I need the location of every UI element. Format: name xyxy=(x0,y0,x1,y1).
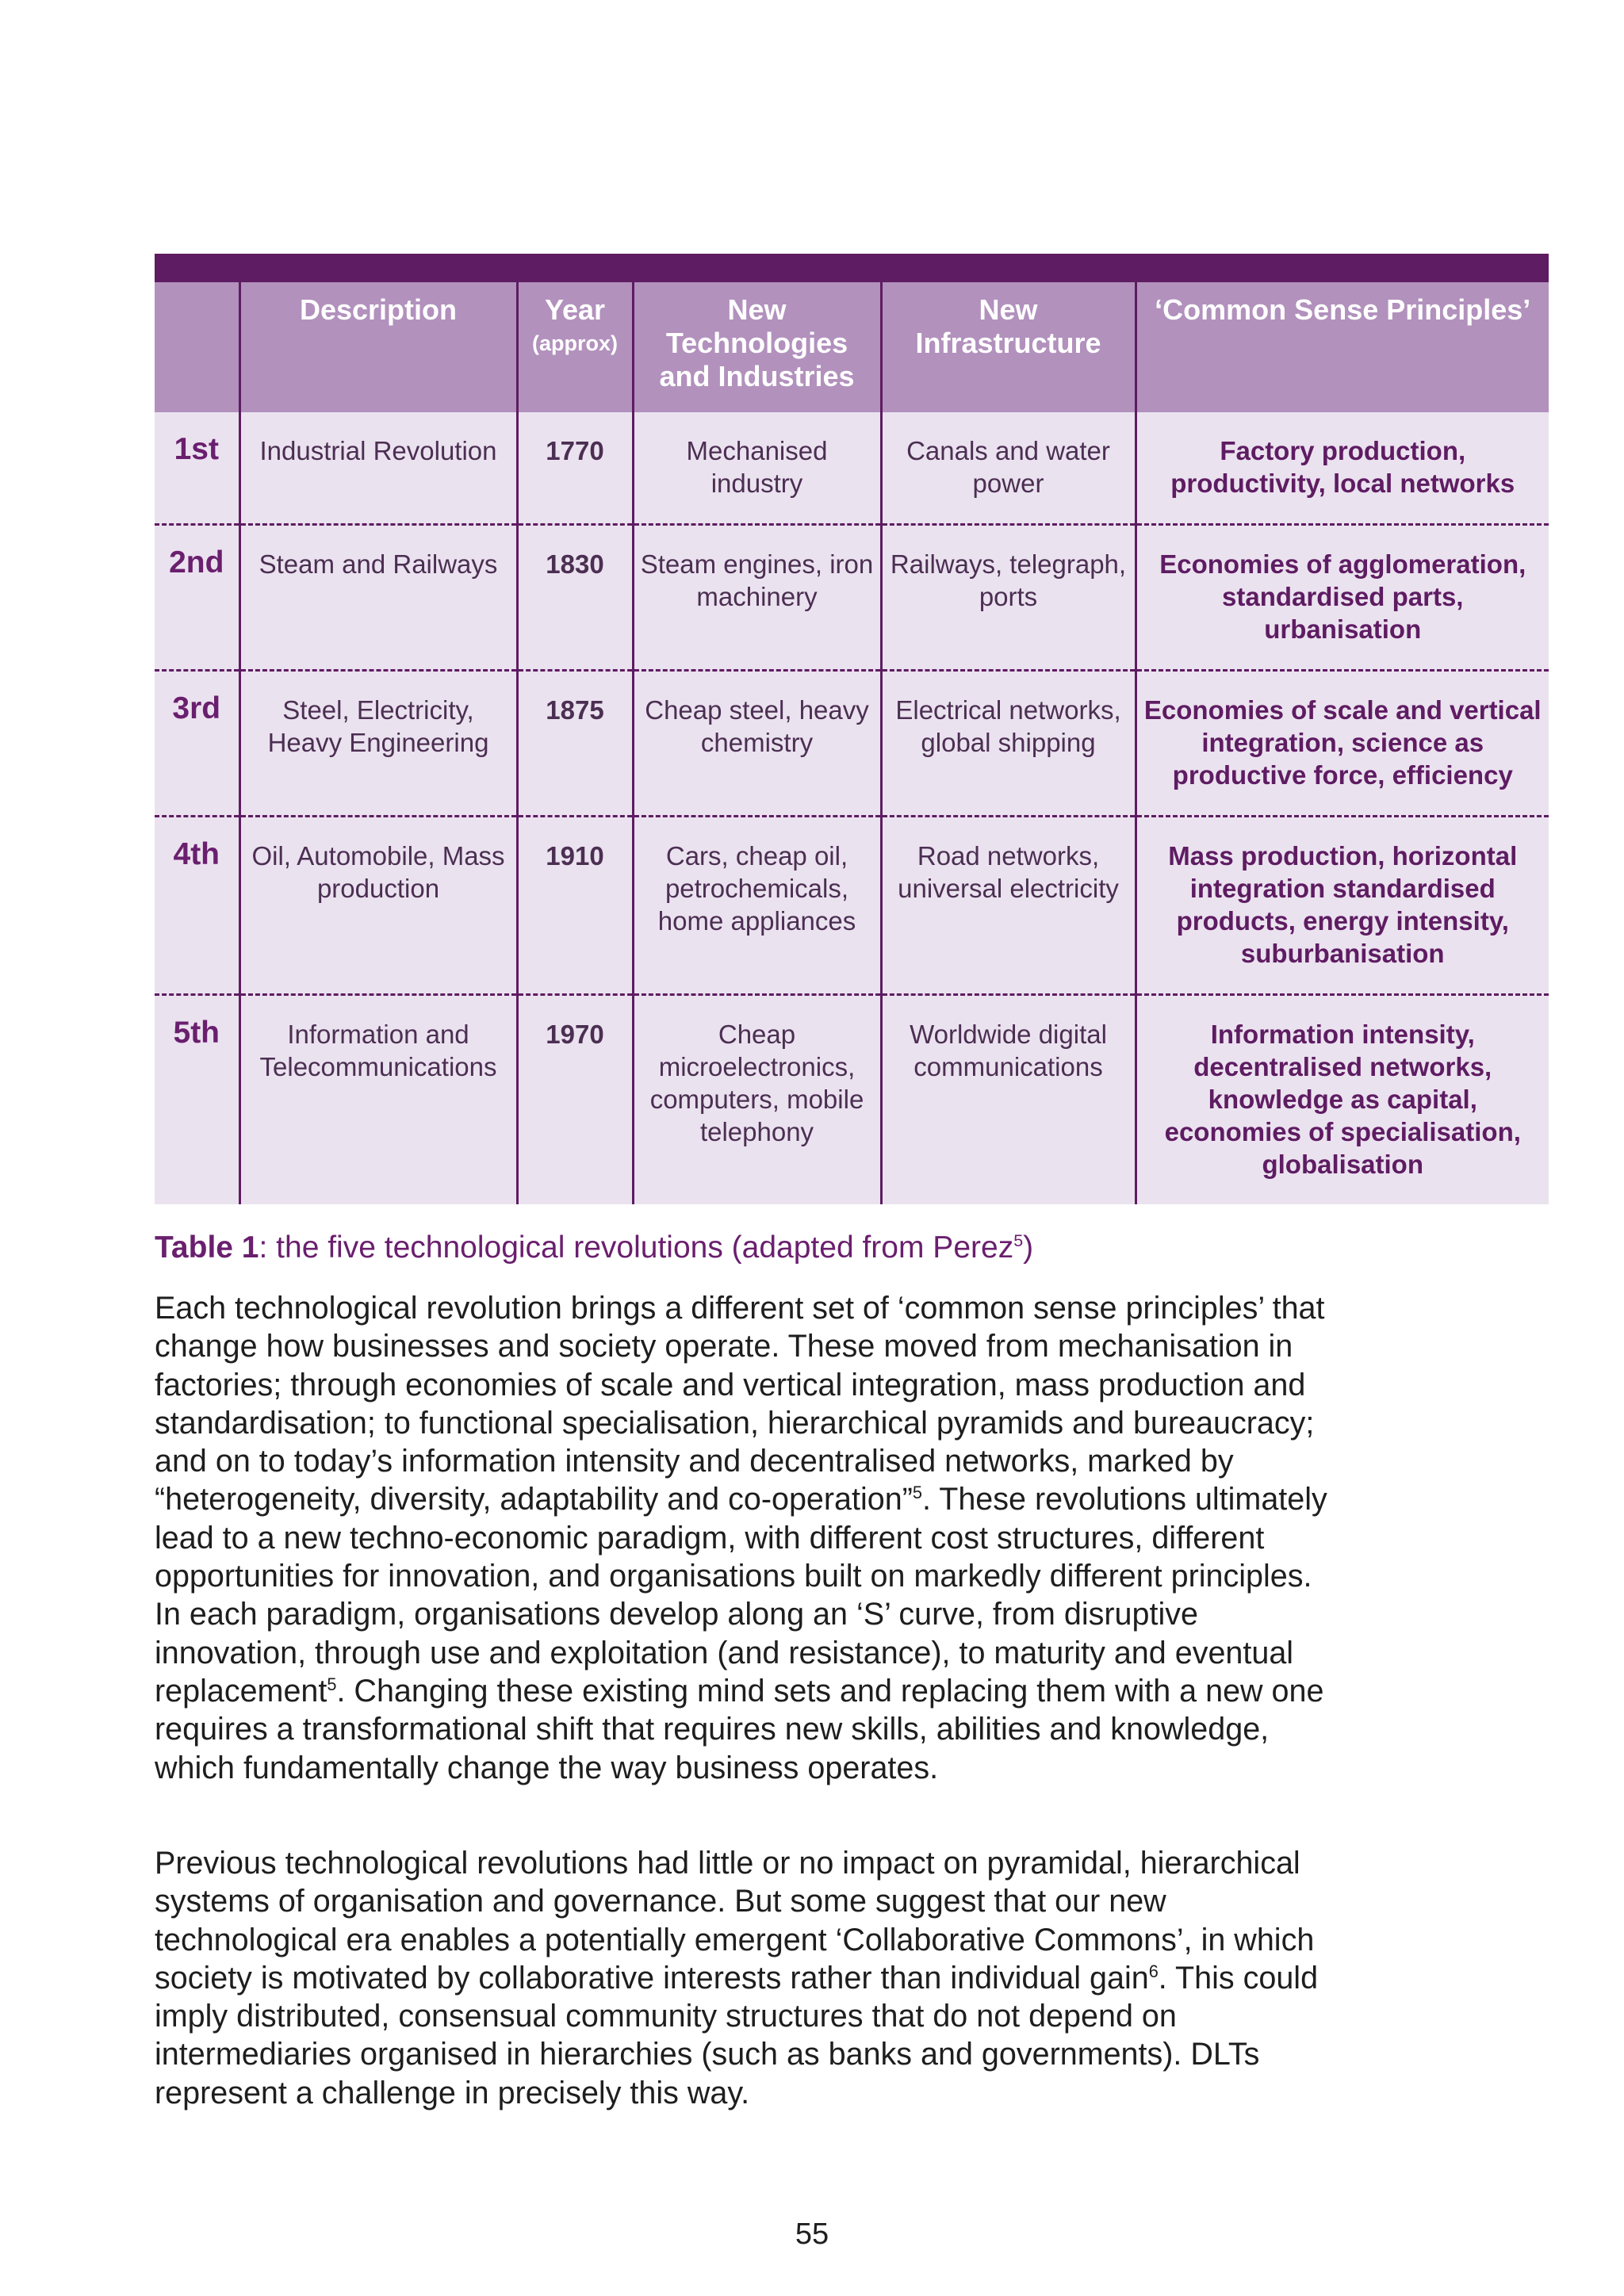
row-year: 1970 xyxy=(517,995,633,1205)
row-infrastructure: Road networks, universal electricity xyxy=(881,817,1136,995)
row-technologies: Cheap microelectronics, computers, mobile telephony xyxy=(633,995,881,1205)
row-ordinal: 2nd xyxy=(155,525,239,671)
row-year: 1875 xyxy=(517,671,633,817)
row-year: 1830 xyxy=(517,525,633,671)
row-principles: Economies of agglomeration, standardised parts, urbanisation xyxy=(1136,525,1549,671)
table-caption xyxy=(155,1230,1185,1265)
table-top-bar xyxy=(155,254,1549,282)
paragraph-text: . This could imply distributed, consensual community structures that do not depend on intermediaries organised in hierarchies (such as banks and governments). DLTs represent a challenge in precisely this way. xyxy=(155,1960,1319,2110)
row-principles: Information intensity, decentralised networks, knowledge as capital, economies of specialisation, globalisation xyxy=(1136,995,1549,1205)
row-technologies: Steam engines, iron machinery xyxy=(633,525,881,671)
header-year xyxy=(517,282,633,412)
paragraph-text: Previous technological revolutions had little or no impact on pyramidal, hierarchical systems of organisation and governance. But some suggest that our new technological era enables a potentially emergent ‘Collaborative Commons’, in which society is motivated by collaborative interests rather than individual gain xyxy=(155,1846,1315,1996)
row-description: Oil, Automobile, Mass production xyxy=(239,817,517,995)
footnote-ref: 6 xyxy=(1148,1961,1159,1981)
row-ordinal: 3rd xyxy=(155,671,239,817)
header-infrastructure: New Infrastructure xyxy=(881,282,1136,412)
header-year-sub: (approx) xyxy=(532,331,618,355)
row-infrastructure: Electrical networks, global shipping xyxy=(881,671,1136,817)
row-technologies: Cheap steel, heavy chemistry xyxy=(633,671,881,817)
row-principles: Economies of scale and vertical integration, science as productive force, efficiency xyxy=(1136,671,1549,817)
table-header-row xyxy=(155,282,1549,412)
row-ordinal: 1st xyxy=(155,412,239,525)
paragraph-text: . Changing these existing mind sets and replacing them with a new one requires a transformational shift that requires new skills, abilities and knowledge, which fundamentally change the way business operates. xyxy=(155,1673,1324,1785)
table-row xyxy=(155,671,1549,817)
body-paragraph-2 xyxy=(155,1844,1328,2112)
row-year: 1910 xyxy=(517,817,633,995)
footnote-ref: 5 xyxy=(912,1483,922,1503)
row-infrastructure: Worldwide digital communications xyxy=(881,995,1136,1205)
table-row xyxy=(155,412,1549,525)
row-description: Information and Telecommunications xyxy=(239,995,517,1205)
caption-footnote-ref: 5 xyxy=(1013,1231,1024,1250)
header-technologies: New Technologies and Industries xyxy=(633,282,881,412)
revolutions-table-container xyxy=(155,254,1549,1204)
header-year-label: Year xyxy=(544,293,606,326)
caption-close: ) xyxy=(1023,1230,1034,1265)
row-ordinal: 4th xyxy=(155,817,239,995)
row-year: 1770 xyxy=(517,412,633,525)
paragraph-text: . These revolutions ultimately lead to a new techno-economic paradigm, with different cost structures, different opportunities for innovation, and organisations built on markedly different principles. In each paradigm, organisations develop along an ‘S’ curve, from disruptive innovation, through use and exploitation (and resistance), to maturity and eventual replacement xyxy=(155,1482,1327,1709)
row-infrastructure: Canals and water power xyxy=(881,412,1136,525)
caption-label: Table 1 xyxy=(155,1230,259,1265)
row-technologies: Cars, cheap oil, petrochemicals, home appliances xyxy=(633,817,881,995)
table-row xyxy=(155,817,1549,995)
footnote-ref: 5 xyxy=(327,1674,337,1694)
caption-text: : the five technological revolutions (adapted from Perez xyxy=(259,1230,1014,1265)
row-technologies: Mechanised industry xyxy=(633,412,881,525)
paragraph-text: Each technological revolution brings a different set of ‘common sense principles’ that change how businesses and society operate. These moved from mechanisation in factories; through economies of scale and vertical integration, mass production and standardisation; to functional specialisation, hierarchical pyramids and bureaucracy; and on to today’s information intensity and decentralised networks, marked by “heterogeneity, diversity, adaptability and co-operation” xyxy=(155,1291,1325,1517)
header-principles: ‘Common Sense Principles’ xyxy=(1136,282,1549,412)
table-row xyxy=(155,525,1549,671)
header-ordinal xyxy=(155,282,239,412)
row-principles: Mass production, horizontal integration standardised products, energy intensity, suburbanisation xyxy=(1136,817,1549,995)
row-ordinal: 5th xyxy=(155,995,239,1205)
body-paragraph-1 xyxy=(155,1289,1328,1787)
row-description: Steel, Electricity, Heavy Engineering xyxy=(239,671,517,817)
row-description: Industrial Revolution xyxy=(239,412,517,525)
revolutions-table xyxy=(155,282,1549,1204)
row-principles: Factory production, productivity, local networks xyxy=(1136,412,1549,525)
row-description: Steam and Railways xyxy=(239,525,517,671)
header-description: Description xyxy=(239,282,517,412)
table-row xyxy=(155,995,1549,1205)
row-infrastructure: Railways, telegraph, ports xyxy=(881,525,1136,671)
page-number: 55 xyxy=(795,2218,829,2251)
